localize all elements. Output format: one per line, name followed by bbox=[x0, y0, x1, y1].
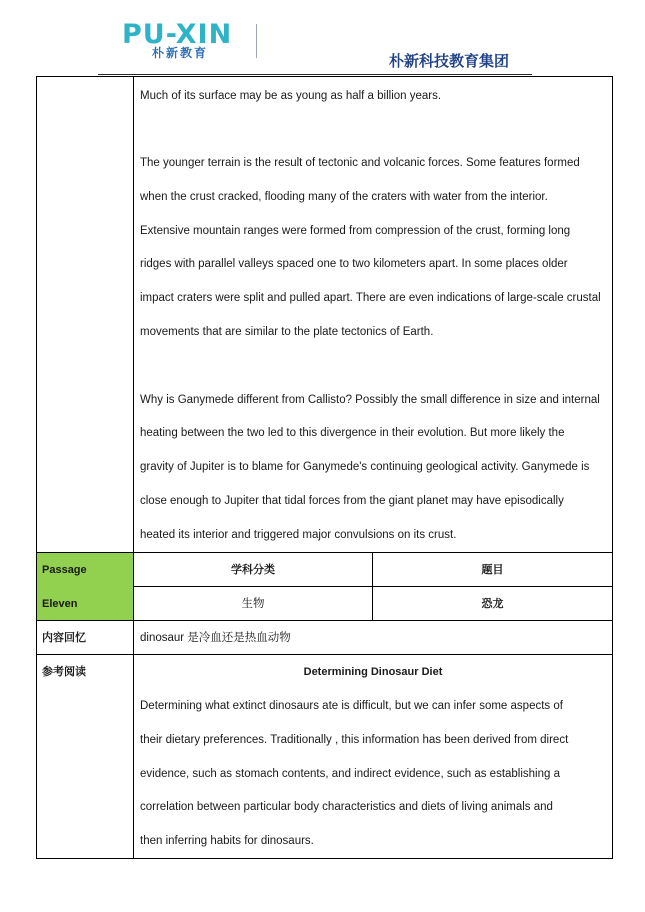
reference-text-line: Determining what extinct dinosaurs ate is difficult, but we can infer some aspects of bbox=[140, 700, 563, 712]
passage-text-line: ridges with parallel valleys spaced one to two kilometers apart. In some places older bbox=[140, 258, 568, 270]
reference-reading-label: 参考阅读 bbox=[42, 666, 86, 678]
table-column-divider bbox=[133, 76, 134, 859]
table-border-right bbox=[612, 76, 613, 859]
passage-text-line: The younger terrain is the result of tectonic and volcanic forces. Some features formed bbox=[140, 157, 580, 169]
reference-reading-title: Determining Dinosaur Diet bbox=[303, 666, 443, 678]
passage-text-line: impact craters were split and pulled apart. There are even indications of large-scale crustal bbox=[140, 292, 601, 304]
header-rule bbox=[98, 74, 532, 75]
reference-text-line: then inferring habits for dinosaurs. bbox=[140, 835, 314, 847]
logo-wordmark: PU-XIN bbox=[122, 19, 233, 50]
passage-text-line: heated its interior and triggered major convulsions on its crust. bbox=[140, 529, 457, 541]
subject-value: 生物 bbox=[241, 598, 265, 610]
passage-label-line2: Eleven bbox=[42, 598, 78, 610]
passage-text-line: movements that are similar to the plate tectonics of Earth. bbox=[140, 326, 434, 338]
company-name: 朴新科技教育集团 bbox=[389, 52, 510, 70]
table-border-top bbox=[36, 76, 613, 77]
table-row-divider bbox=[133, 586, 613, 587]
logo-chinese-name: 朴新教育 bbox=[152, 46, 209, 60]
content-recall-text: dinosaur 是冷血还是热血动物 bbox=[140, 632, 291, 644]
passage-text-line: heating between the two led to this divergence in their evolution. But more likely the bbox=[140, 427, 565, 439]
passage-text-line: close enough to Jupiter that tidal forces from the giant planet may have episodically bbox=[140, 495, 564, 507]
reference-text-line: correlation between particular body characteristics and diets of living animals and bbox=[140, 801, 553, 813]
passage-text-line: Much of its surface may be as young as half a billion years. bbox=[140, 90, 442, 102]
passage-text-line: Why is Ganymede different from Callisto? Possibly the small difference in size and internal bbox=[140, 394, 600, 406]
subject-header: 学科分类 bbox=[231, 564, 275, 576]
table-row-divider bbox=[36, 654, 613, 655]
puxin-logo bbox=[122, 20, 262, 62]
topic-header: 题目 bbox=[481, 564, 504, 576]
table-border-left bbox=[36, 76, 37, 859]
reference-text-line: evidence, such as stomach contents, and indirect evidence, such as establishing a bbox=[140, 768, 560, 780]
logo-divider bbox=[256, 24, 257, 58]
table-row-divider bbox=[36, 620, 613, 621]
table-row-divider bbox=[36, 552, 613, 553]
table-border-bottom bbox=[36, 858, 613, 859]
reference-text-line: their dietary preferences. Traditionally , this information has been derived from direct bbox=[140, 734, 569, 746]
content-recall-label: 内容回忆 bbox=[42, 632, 86, 644]
passage-text-line: when the crust cracked, flooding many of the craters with water from the interior. bbox=[140, 191, 548, 203]
passage-text-line: gravity of Jupiter is to blame for Ganymede's continuing geological activity. Ganymede is bbox=[140, 461, 590, 473]
passage-label-line1: Passage bbox=[42, 564, 87, 576]
passage-text-line: Extensive mountain ranges were formed from compression of the crust, forming long bbox=[140, 225, 571, 237]
topic-value: 恐龙 bbox=[481, 598, 504, 610]
